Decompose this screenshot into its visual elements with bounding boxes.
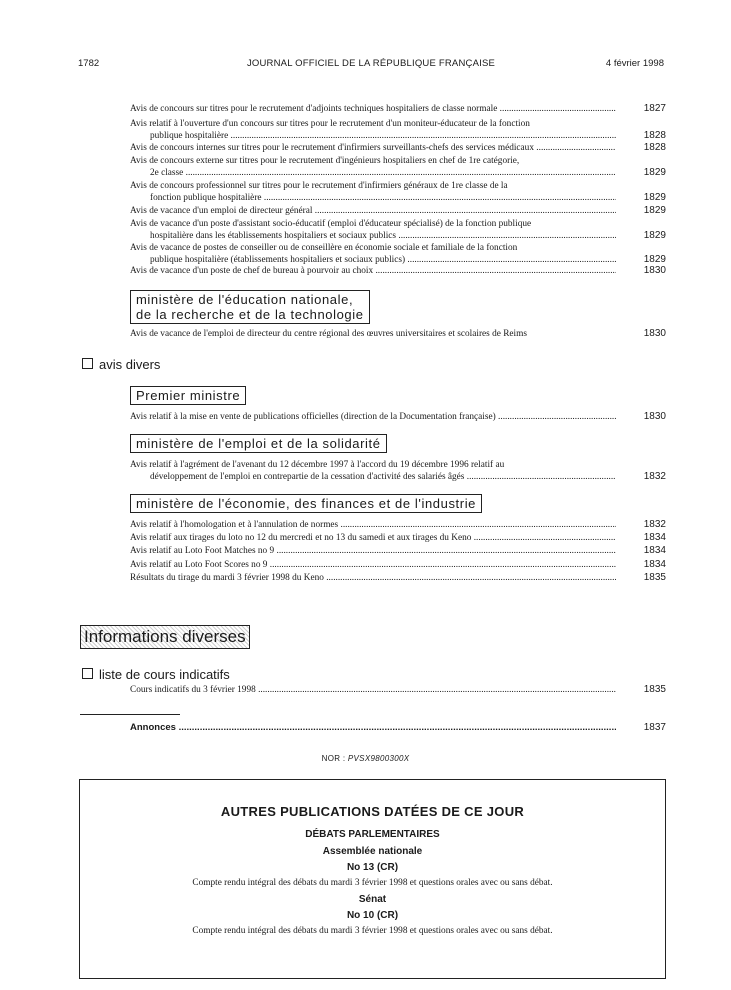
toc-entry [130,218,666,242]
entry-text: Avis de concours sur titres pour le recrutement d'adjoints techniques hospitaliers de classe normale ..... [130,103,616,115]
ministry-heading-education [130,290,370,324]
section-label: avis divers [99,357,161,372]
entry-text: Avis de vacance de postes de conseiller ou de conseillère en économie sociale et familiale de la fonction [130,243,518,253]
page-ref: 1828 [643,142,666,153]
page-ref: 1830 [643,411,666,422]
toc-entry [130,180,666,204]
entry-text-continued: hospitalière dans les établissements hospitaliers et sociaux publics ..... [130,230,616,242]
toc-entry [130,328,666,340]
page-ref: 1835 [643,572,666,583]
entry-text: Avis relatif à l'ouverture d'un concours sur titres pour le recrutement d'un moniteur-éducateur de la fonction [130,119,530,129]
page-ref: 1828 [643,130,666,141]
ministry-heading-emploi [130,434,387,453]
senat-name: Sénat [358,894,387,905]
page-ref: 1830 [643,265,666,276]
toc-entry [130,411,666,423]
page-ref: 1837 [643,722,666,733]
other-publications-title: AUTRES PUBLICATIONS DATÉES DE CE JOUR [220,804,525,819]
ministry-heading-line: de la recherche et de la technologie [136,307,364,322]
page-number: 1782 [78,58,100,69]
assemblee-name: Assemblée nationale [322,846,423,857]
toc-entry [130,242,666,266]
entry-text: Avis de vacance d'un poste d'assistant socio-éducatif (emploi d'éducateur spécialisé) de la fonction publique [130,219,532,229]
page-ref: 1834 [643,545,666,556]
annonces-label: Annonces ..... [130,722,616,734]
toc-entry [130,142,666,154]
toc-entry [130,545,666,557]
entry-text: Avis de vacance de l'emploi de directeur du centre régional des œuvres universitaires et scolaires de Reims [130,329,527,339]
senat-number: No 10 (CR) [346,910,399,921]
entry-text: Avis de concours professionnel sur titres pour le recrutement d'infirmiers généraux de 1re classe de la [130,181,508,191]
entry-text: Avis relatif à l'homologation et à l'annulation de normes ..... [130,519,616,531]
ministry-heading-premier-ministre [130,386,246,405]
entry-text: Résultats du tirage du mardi 3 février 1998 du Keno ..... [130,572,616,584]
entry-text: Avis de vacance d'un emploi de directeur général ..... [130,205,616,217]
entry-text-continued: fonction publique hospitalière ..... [130,192,616,204]
entry-text: Avis de concours externe sur titres pour le recrutement d'ingénieurs hospitaliers en chef de 1re catégorie, [130,156,520,166]
entry-text: Avis relatif au Loto Foot Matches no 9 ..... [130,545,616,557]
ministry-heading-label: ministère de l'économie, des finances et de l'industrie [136,496,477,511]
nor-reference [0,754,731,763]
checkbox-square-icon [82,668,93,679]
nor-code: PVSX9800300X [347,754,410,763]
toc-entry [130,684,666,696]
page-ref: 1829 [643,230,666,241]
entry-text-continued: publique hospitalière (établissements hospitaliers et sociaux publics) ..... [130,254,616,266]
page-ref: 1829 [643,167,666,178]
checkbox-square-icon [82,358,93,369]
ministry-heading-line: ministère de l'éducation nationale, [136,292,354,307]
entry-text: Avis de vacance d'un poste de chef de bureau à pourvoir au choix ..... [130,265,616,277]
issue-date: 4 février 1998 [605,58,664,69]
entry-text: Avis relatif au Loto Foot Scores no 9 ..... [130,559,616,571]
section-label: liste de cours indicatifs [99,667,230,682]
toc-entry [130,559,666,571]
toc-entry [130,532,666,544]
entry-text-continued: publique hospitalière ..... [130,130,616,142]
page-ref: 1832 [643,471,666,482]
ministry-heading-label: ministère de l'emploi et de la solidarité [136,436,381,451]
informations-diverses-banner [80,625,250,649]
page-ref: 1832 [643,519,666,530]
entry-text-continued: 2e classe ..... [130,167,616,179]
entry-text: Avis de concours internes sur titres pour le recrutement d'infirmiers surveillants-chefs des services médicaux ..... [130,142,616,154]
page-ref: 1830 [643,328,666,339]
page-ref: 1829 [643,192,666,203]
toc-entry [130,118,666,142]
toc-entry [130,103,666,115]
toc-entry [130,572,666,584]
toc-entry [130,205,666,217]
assemblee-number: No 13 (CR) [346,862,399,873]
entry-text: Avis relatif à l'agrément de l'avenant du 12 décembre 1997 à l'accord du 19 décembre 1996 relatif au [130,460,505,470]
page-ref: 1829 [643,254,666,265]
section-liste-cours [82,667,230,683]
toc-entry [130,265,666,277]
assemblee-description: Compte rendu intégral des débats du mardi 3 février 1998 et questions orales avec ou sans débat. [192,878,553,888]
divider-rule [80,714,180,715]
other-publications-box [79,779,666,979]
page-ref: 1834 [643,532,666,543]
page-header [78,58,664,72]
page-ref: 1829 [643,205,666,216]
page-ref: 1827 [643,103,666,114]
toc-entry [130,519,666,531]
entry-text: Avis relatif aux tirages du loto no 12 du mercredi et no 13 du samedi et aux tirages du Keno ..... [130,532,616,544]
debats-parlementaires-subtitle: DÉBATS PARLEMENTAIRES [305,829,440,840]
journal-title: JOURNAL OFFICIEL DE LA RÉPUBLIQUE FRANÇAISE [246,58,496,69]
toc-entry-annonces [130,722,666,734]
section-avis-divers [82,357,160,373]
entry-text: Avis relatif à la mise en vente de publications officielles (direction de la Documentation française) ..... [130,411,616,423]
ministry-heading-economie [130,494,482,513]
entry-text: Cours indicatifs du 3 février 1998 ..... [130,684,616,696]
entry-text-continued: développement de l'emploi en contrepartie de la cessation d'activité des salariés âgés ..... [130,471,616,483]
nor-label: NOR : [321,754,346,763]
senat-description: Compte rendu intégral des débats du mardi 3 février 1998 et questions orales avec ou sans débat. [192,926,553,936]
page-ref: 1834 [643,559,666,570]
page-ref: 1835 [643,684,666,695]
ministry-heading-label: Premier ministre [136,388,241,403]
toc-entry [130,155,666,179]
toc-entry [130,459,666,483]
banner-label: Informations diverses [84,627,246,646]
